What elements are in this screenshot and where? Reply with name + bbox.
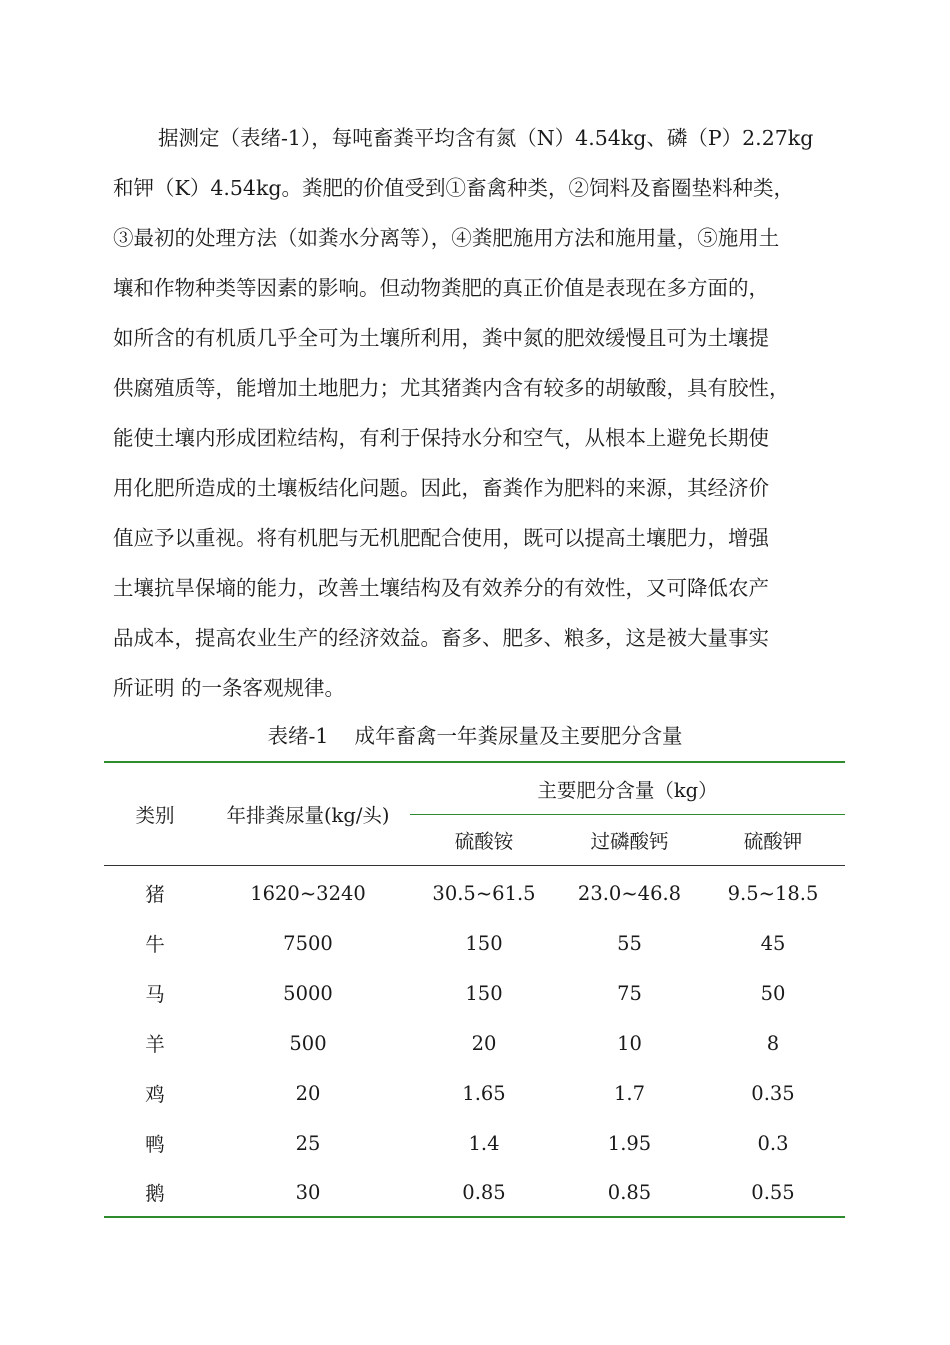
- cell-category: 马: [145, 983, 165, 1006]
- cell-ammonium-sulfate: 30.5~61.5: [432, 881, 536, 905]
- header-fertilizer-group: 主要肥分含量（kg）: [410, 762, 845, 815]
- table-row: [104, 1068, 845, 1118]
- cell-potassium-sulfate: 45: [760, 931, 786, 955]
- cell-category: 鹅: [104, 1168, 206, 1217]
- cell-ammonium-sulfate: 1.4: [468, 1131, 500, 1155]
- table-caption: 表绪-1 成年畜禽一年粪尿量及主要肥分含量: [267, 724, 683, 748]
- cell-category: 鸡: [145, 1083, 165, 1106]
- paragraph-line: 和钾（K）4.54kg。粪肥的价值受到①畜禽种类，②饲料及畜圈垫料种类，: [113, 176, 795, 200]
- cell-potassium-sulfate: 0.35: [751, 1081, 795, 1105]
- cell-superphosphate: 23.0~46.8: [577, 881, 682, 905]
- header-category: 类别: [104, 762, 206, 866]
- table-row: [104, 918, 845, 968]
- paragraph-line: 土壤抗旱保墒的能力，改善土壤结构及有效养分的有效性，又可降低农产: [113, 576, 769, 600]
- cell-potassium-sulfate: 50: [760, 981, 786, 1005]
- cell-potassium-sulfate: 0.55: [701, 1168, 845, 1217]
- cell-superphosphate: 55: [617, 931, 642, 955]
- cell-superphosphate: 0.85: [558, 1168, 701, 1217]
- cell-annual: 500: [289, 1031, 327, 1055]
- cell-annual: 25: [295, 1131, 321, 1155]
- cell-superphosphate: 1.7: [613, 1081, 645, 1105]
- manure-table: [104, 761, 845, 1218]
- header-potassium-sulfate: 硫酸钾: [701, 815, 845, 866]
- table-row: [104, 866, 845, 919]
- paragraph-line: 壤和作物种类等因素的影响。但动物粪肥的真正价值是表现在多方面的，: [113, 276, 769, 300]
- cell-superphosphate: 75: [617, 981, 642, 1005]
- body-paragraph: [113, 118, 843, 718]
- cell-potassium-sulfate: 0.3: [757, 1131, 789, 1155]
- header-superphosphate: 过磷酸钙: [558, 815, 701, 866]
- paragraph-line: ③最初的处理方法（如粪水分离等），④粪肥施用方法和施用量，⑤施用土: [113, 226, 780, 250]
- cell-annual: 5000: [283, 981, 333, 1005]
- cell-ammonium-sulfate: 20: [471, 1031, 497, 1055]
- cell-potassium-sulfate: 8: [766, 1031, 780, 1055]
- paragraph-line: 能使土壤内形成团粒结构，有利于保持水分和空气，从根本上避免长期使: [113, 426, 769, 450]
- paragraph-line: 值应予以重视。将有机肥与无机肥配合使用，既可以提高土壤肥力，增强: [113, 526, 769, 550]
- cell-category: 羊: [145, 1033, 165, 1056]
- table-row: [104, 1118, 845, 1168]
- cell-category: 牛: [145, 933, 165, 956]
- cell-ammonium-sulfate: 1.65: [462, 1081, 506, 1105]
- paragraph-line: 据测定（表绪-1），每吨畜粪平均含有氮（N）4.54kg、磷（P）2.27kg: [158, 126, 814, 150]
- header-annual-output: 年排粪尿量(kg/头): [206, 762, 410, 866]
- cell-potassium-sulfate: 9.5~18.5: [727, 881, 819, 905]
- table-row: [104, 968, 845, 1018]
- table-row: [104, 1018, 845, 1068]
- cell-superphosphate: 10: [617, 1031, 642, 1055]
- paragraph-line: 用化肥所造成的土壤板结化问题。因此，畜粪作为肥料的来源，其经济价: [113, 476, 769, 500]
- cell-annual: 7500: [283, 931, 333, 955]
- cell-annual: 30: [206, 1168, 410, 1217]
- cell-annual: 20: [295, 1081, 321, 1105]
- paragraph-line: 如所含的有机质几乎全可为土壤所利用，粪中氮的肥效缓慢且可为土壤提: [113, 326, 769, 350]
- cell-superphosphate: 1.95: [607, 1131, 652, 1155]
- paragraph-line: 所证明 的一条客观规律。: [113, 676, 346, 700]
- cell-category: 鸭: [145, 1133, 165, 1156]
- cell-category: 猪: [145, 883, 165, 906]
- table-row: [104, 1168, 845, 1217]
- cell-ammonium-sulfate: 150: [465, 931, 503, 955]
- cell-annual: 1620~3240: [250, 881, 366, 905]
- cell-ammonium-sulfate: 150: [465, 981, 503, 1005]
- paragraph-line: 品成本，提高农业生产的经济效益。畜多、肥多、粮多，这是被大量事实: [113, 626, 769, 650]
- cell-ammonium-sulfate: 0.85: [410, 1168, 558, 1217]
- paragraph-line: 供腐殖质等，能增加土地肥力；尤其猪粪内含有较多的胡敏酸，具有胶性，: [113, 376, 790, 400]
- header-ammonium-sulfate: 硫酸铵: [410, 815, 558, 866]
